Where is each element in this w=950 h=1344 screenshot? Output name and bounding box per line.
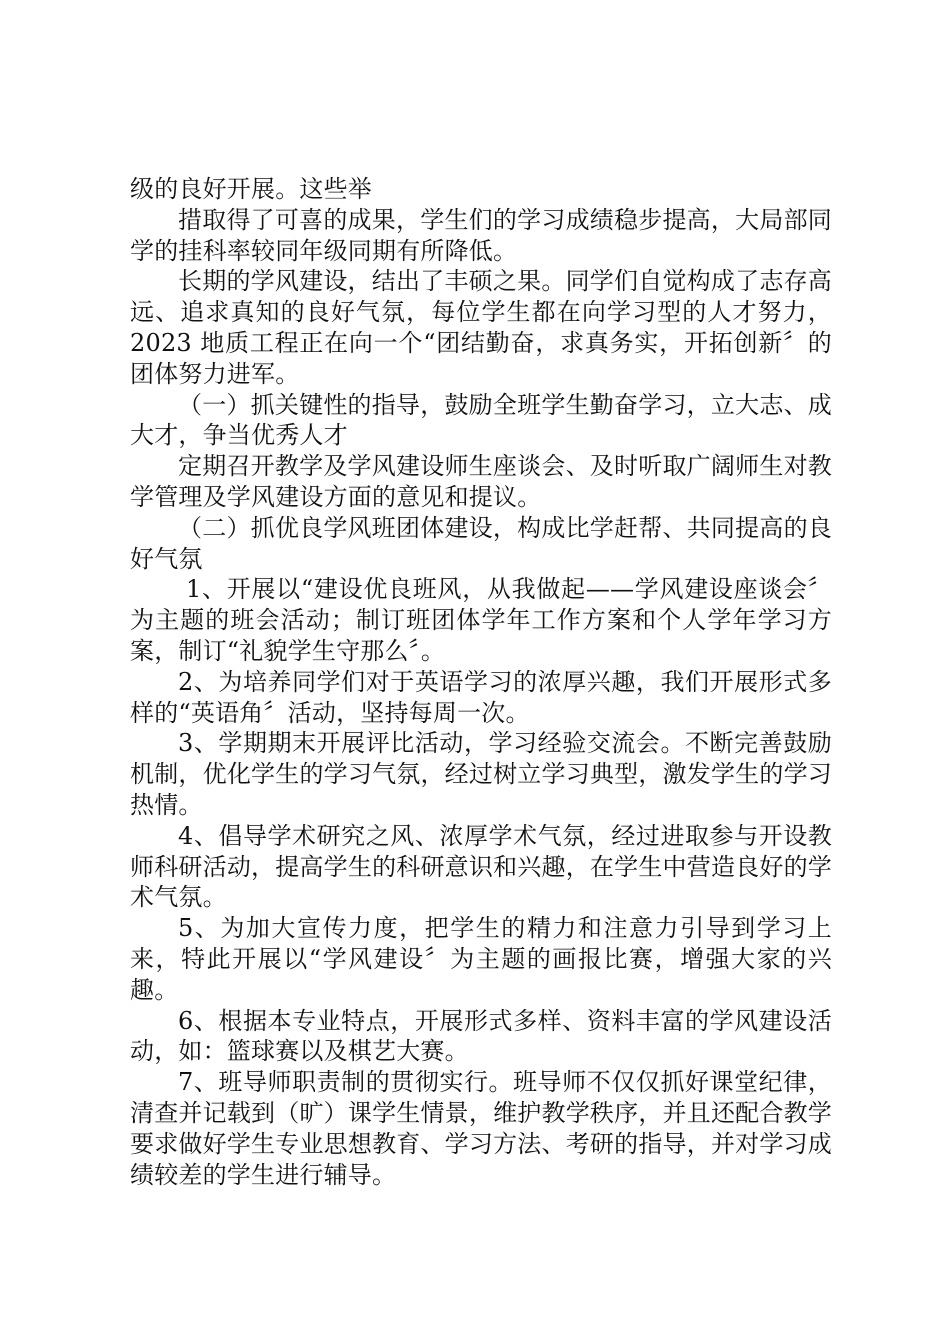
list-item-5: 5、为加大宣传力度，把学生的精力和注意力引导到学习上来，特此开展以“学风建设〞为主题的画报比赛，增强大家的兴趣。 xyxy=(130,914,832,1004)
section-heading-1: （一）抓关键性的指导，鼓励全班学生勤奋学习，立大志、成大才，争当优秀人才 xyxy=(130,390,832,450)
document-body xyxy=(130,174,832,1190)
list-item-6: 6、根据本专业特点，开展形式多样、资料丰富的学风建设活动，如：篮球赛以及棋艺大赛。 xyxy=(130,1006,832,1066)
paragraph-meetings: 定期召开教学及学风建设师生座谈会、及时听取广阔师生对教学管理及学风建设方面的意见和提议。 xyxy=(130,452,832,511)
paragraph-long-term: 长期的学风建设，结出了丰硕之果。同学们自觉构成了志存高远、追求真知的良好气氛，每位学生都在向学习型的人才努力，2023 地质工程正在向一个“团结勤奋，求真务实，开拓创新〞的团体努力进军。 xyxy=(130,267,832,388)
list-item-7: 7、班导师职责制的贯彻实行。班导师不仅仅抓好课堂纪律，清查并记载到（旷）课学生情景，维护教学秩序，并且还配合教学要求做好学生专业思想教育、学习方法、考研的指导，并对学习成绩较差的学生进行辅导。 xyxy=(130,1068,832,1189)
list-item-2: 2、为培养同学们对于英语学习的浓厚兴趣，我们开展形式多样的“英语角〞活动，坚持每周一次。 xyxy=(130,667,832,727)
paragraph-continuation: 级的良好开展。这些举 xyxy=(130,175,372,203)
list-item-3: 3、学期期末开展评比活动，学习经验交流会。不断完善鼓励机制，优化学生的学习气氛，经过树立学习典型，激发学生的学习热情。 xyxy=(130,729,832,819)
section-heading-2: （二）抓优良学风班团体建设，构成比学赶帮、共同提高的良好气氛 xyxy=(130,513,832,573)
paragraph-results: 措取得了可喜的成果，学生们的学习成绩稳步提高，大局部同学的挂科率较同年级同期有所降低。 xyxy=(130,205,832,265)
list-item-4: 4、倡导学术研究之风、浓厚学术气氛，经过进取参与开设教师科研活动，提高学生的科研意识和兴趣，在学生中营造良好的学术气氛。 xyxy=(130,821,832,912)
list-item-1: 1、开展以“建设优良班风，从我做起——学风建设座谈会〞为主题的班会活动；制订班团体学年工作方案和个人学年学习方案，制订“礼貌学生守那么〞。 xyxy=(130,575,832,665)
